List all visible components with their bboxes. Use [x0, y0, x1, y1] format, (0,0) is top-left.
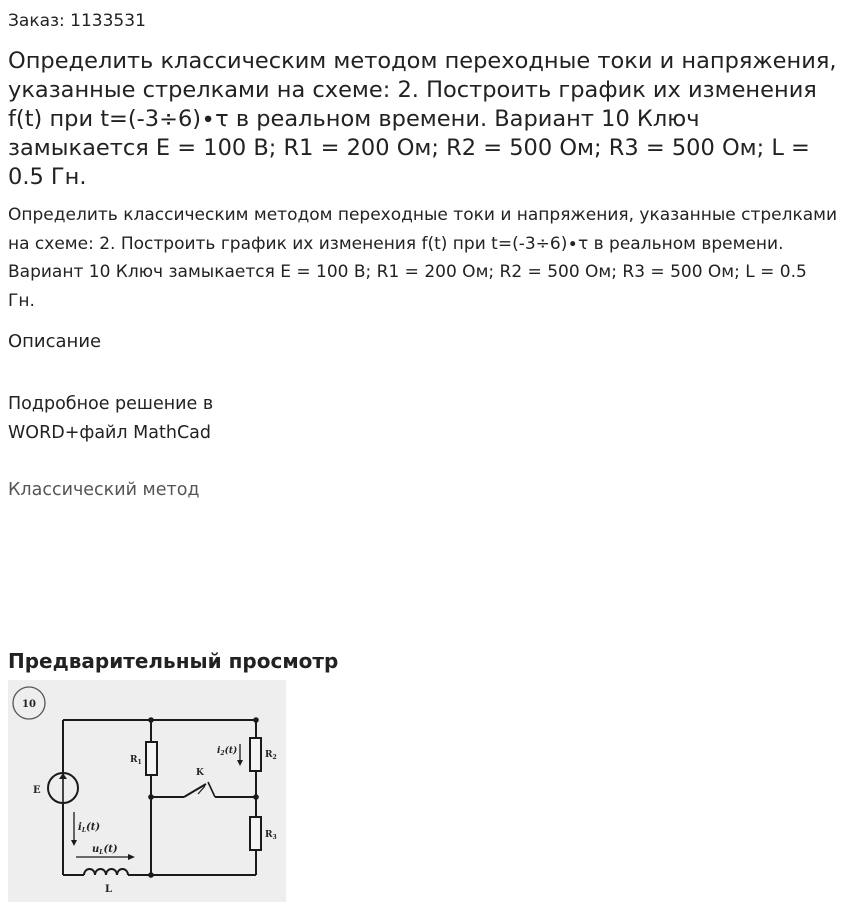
description-section-label: Описание: [8, 331, 102, 352]
circuit-preview-image: [8, 680, 286, 902]
method-text: Классический метод: [8, 480, 200, 500]
svg-text:R2: $R_2$: [265, 750, 277, 761]
order-number: Заказ: 1133531: [8, 11, 146, 31]
svg-text:uL(t): $u_L(t)$: [92, 844, 118, 856]
svg-text:R3: $R_3$: [265, 830, 277, 841]
circuit-diagram: [8, 680, 286, 902]
svg-text:K: K: [196, 768, 204, 778]
page-title: Определить классическим методом переходные токи и напряжения, указанные стрелками на схеме: 2. Построить график их изменения f(t) при t=(-3÷6)∙τ в реальном времени. Вариант 10 Ключ замыкается E = 100 В; R1 = 200 Ом; R2 = 500 Ом; R3 = 500 Ом; L = 0.5 Гн.: [8, 48, 837, 190]
svg-text:E: E: [33, 785, 41, 796]
preview-background: [8, 680, 286, 902]
task-description: Определить классическим методом переходные токи и напряжения, указанные стрелками на схеме: 2. Построить график их изменения f(t) при t=(-3÷6)∙τ в реальном времени. Вариант 10 Ключ замыкается E = 100 В; R1 = 200 Ом; R2 = 500 Ом; R3 = 500 Ом; L = 0.5 Гн.: [8, 205, 838, 311]
preview-heading: Предварительный просмотр: [8, 649, 339, 673]
solution-format-text: Подробное решение в WORD+файл MathCad: [8, 394, 214, 443]
svg-text:i2(t): $i_2(t)$: [217, 746, 238, 757]
svg-text:iL(t): $i_L(t)$: [78, 822, 101, 834]
svg-text:10: 10: [22, 699, 36, 710]
svg-text:L: L: [105, 884, 113, 895]
svg-text:R1: $R_1$: [130, 755, 142, 766]
